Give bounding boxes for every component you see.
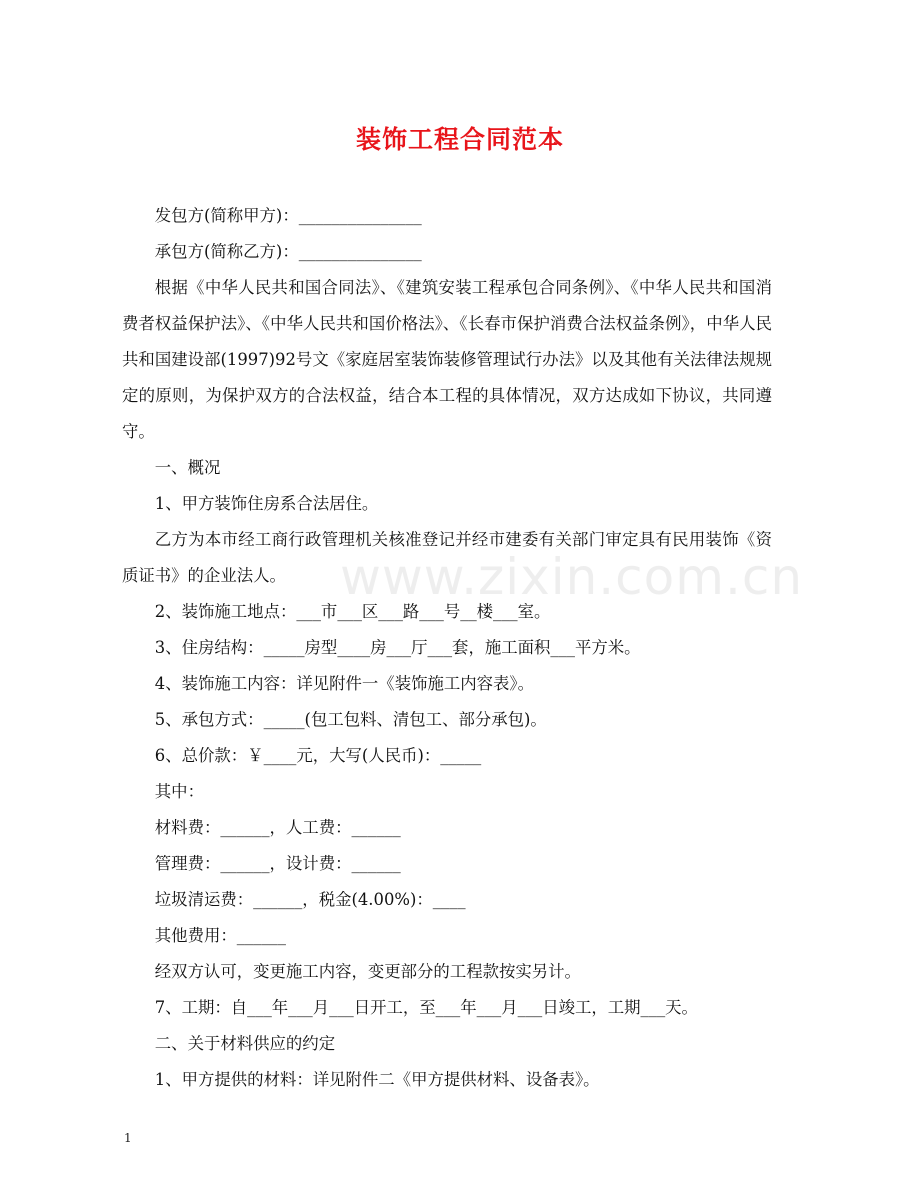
fee-management-design: 管理费：______，设计费：______ xyxy=(154,854,401,873)
party-a-line: 发包方(简称甲方)：_______________ xyxy=(154,206,422,225)
clause-2-location: 2、装饰施工地点：___市___区___路___号__楼___室。 xyxy=(154,602,551,621)
document-title: 装饰工程合同范本 xyxy=(355,125,564,154)
clause-4-content: 4、装饰施工内容：详见附件一《装饰施工内容表》。 xyxy=(154,674,535,693)
document-body xyxy=(122,198,772,1098)
clause-including: 其中： xyxy=(154,782,204,801)
clause-5-method: 5、承包方式：_____(包工包料、清包工、部分承包)。 xyxy=(154,710,547,729)
party-b-line: 承包方(简称乙方)：_______________ xyxy=(154,242,422,261)
page-number: 1 xyxy=(124,1131,132,1145)
preamble-paragraph: 根据《中华人民共和国合同法》、《建筑安装工程承包合同条例》、《中华人民共和国消费者权益保护法》、《中华人民共和国价格法》、《长春市保护消费合法权益条例》，中华人民共和国建设部(1997)92号文《家庭居室装饰装修管理试行办法》以及其他有关法律法规规定的原则，为保护双方的合法权益，结合本工程的具体情况，双方达成如下协议，共同遵守。 xyxy=(122,278,772,441)
clause-6-total-price: 6、总价款：￥____元，大写(人民币)：_____ xyxy=(154,746,482,765)
clause-1: 1、甲方装饰住房系合法居住。 xyxy=(154,494,379,513)
clause-contractor-qualification: 乙方为本市经工商行政管理机关核准登记并经市建委有关部门审定具有民用装饰《资质证书》的企业法人。 xyxy=(122,530,772,585)
clause-7-duration: 7、工期：自___年___月___日开工，至___年___月___日竣工，工期___天。 xyxy=(154,998,698,1017)
fee-waste-tax: 垃圾清运费：______，税金(4.00%)：____ xyxy=(154,890,466,909)
clause-change-note: 经双方认可，变更施工内容，变更部分的工程款按实另计。 xyxy=(154,962,581,981)
fee-material-labor: 材料费：______，人工费：______ xyxy=(154,818,401,837)
section-heading-overview: 一、概况 xyxy=(154,458,221,477)
clause-3-structure: 3、住房结构：_____房型____房___厅___套，施工面积___平方米。 xyxy=(154,638,641,657)
section-heading-materials: 二、关于材料供应的约定 xyxy=(154,1034,336,1053)
watermark: www.zixin.com.cn xyxy=(340,548,804,606)
fee-other: 其他费用：______ xyxy=(154,926,286,945)
clause-materials-1: 1、甲方提供的材料：详见附件二《甲方提供材料、设备表》。 xyxy=(154,1070,600,1089)
